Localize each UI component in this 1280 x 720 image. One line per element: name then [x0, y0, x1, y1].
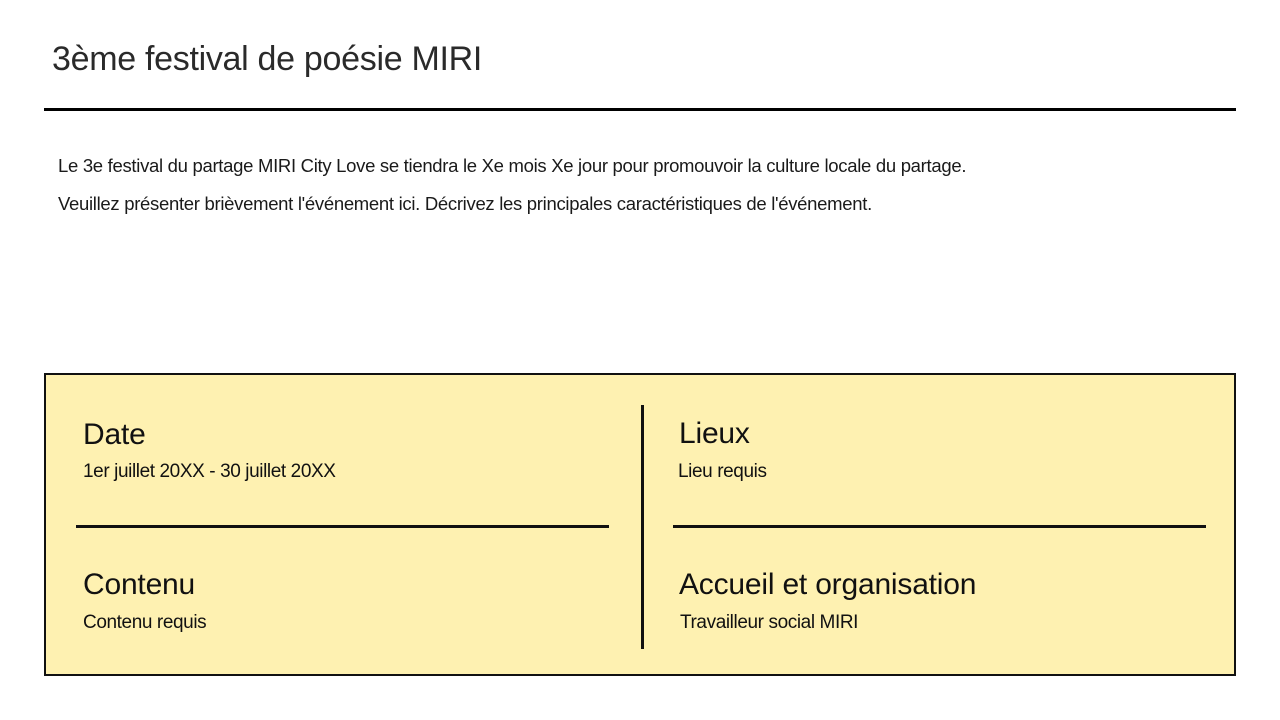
- page-title: 3ème festival de poésie MIRI: [52, 40, 483, 78]
- venue-label: Lieux: [679, 417, 750, 450]
- description-line-1: Le 3e festival du partage MIRI City Love se tiendra le Xe mois Xe jour pour promouvoir la culture locale du partage.: [58, 155, 967, 176]
- date-value: 1er juillet 20XX - 30 juillet 20XX: [83, 461, 336, 482]
- host-value: Travailleur social MIRI: [680, 612, 859, 633]
- content-value: Contenu requis: [83, 612, 207, 633]
- host-label: Accueil et organisation: [679, 568, 977, 601]
- event-info-box: [44, 373, 1236, 676]
- content-label: Contenu: [83, 568, 196, 601]
- vertical-divider: [641, 405, 644, 649]
- title-divider: [44, 108, 1236, 111]
- right-horizontal-divider: [673, 525, 1206, 528]
- venue-value: Lieu requis: [678, 461, 767, 482]
- left-horizontal-divider: [76, 525, 609, 528]
- description-line-2: Veuillez présenter brièvement l'événement ici. Décrivez les principales caractéristiques de l'événement.: [58, 193, 872, 214]
- date-label: Date: [83, 418, 146, 451]
